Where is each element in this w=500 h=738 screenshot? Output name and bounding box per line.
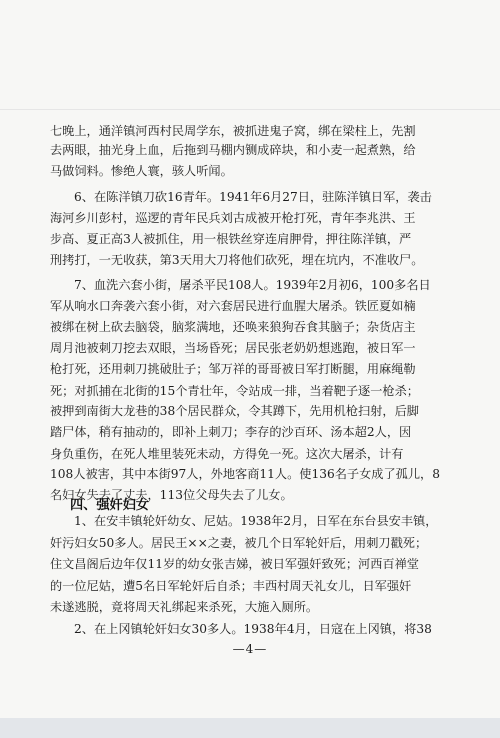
text-line: 的一位尼姑，遭5名日军轮奸后自杀；丰西村周天礼女儿，日军强奸 [50,579,412,593]
text-line: 被押到南街大龙巷的38个居民群众，令其蹲下，先用机枪扫射，后脚 [50,404,419,418]
text-line: 刑拷打，一无收获，第3天用大刀将他们砍死，埋在坑内，不准收尸。 [50,253,424,267]
page-number: —4— [232,642,268,656]
text-line: 108人被害，其中本街97人，外地客商11人。使136名子女成了孤儿，8 [50,467,440,481]
text-line: 死；对抓捕在北街的15个青壮年，令站成一排，当着靶子逐一枪杀； [50,384,419,398]
text-line: 6、在陈洋镇刀砍16青年。1941年6月27日，驻陈洋镇日军，袭击 [74,190,432,204]
text-line: 住文昌阁后边年仅11岁的幼女张吉娣，被日军强奸致死；河西百禅堂 [50,557,419,571]
section-heading: 四、强奸妇女 [70,498,150,513]
scan-edge-line [0,109,500,110]
text-line: 7、血洗六套小街，屠杀平民108人。1939年2月初6，100多名日 [74,278,431,292]
text-line: 踏尸体，稍有抽动的，即补上刺刀；李存的沙百环、汤本超2人，因 [50,425,412,439]
text-line: 步高、夏正高3人被抓住，用一根铁丝穿连肩胛骨，押往陈洋镇，严 [50,232,412,246]
text-line: 1、在安丰镇轮奸幼女、尼姑。1938年2月，日军在东台县安丰镇， [74,514,438,528]
text-line: 七晚上，通洋镇河西村民周学东，被抓进鬼子窝，绑在梁柱上，先割 [50,124,416,138]
text-line: 海河乡川彭村，巡逻的青年民兵刘古成被开枪打死，青年李兆洪、王 [50,211,416,225]
text-line: 去两眼，抽光身上血，后拖到马棚内铡成碎块，和小麦一起煮熟，给 [50,143,416,157]
text-line: 2、在上冈镇轮奸妇女30多人。1938年4月，日寇在上冈镇，将38 [74,622,432,636]
text-line: 被绑在树上砍去脑袋，脑浆满地，还唤来狼狗吞食其脑子；杂货店主 [50,320,416,334]
text-line: 名妇女失去了丈夫，113位父母失去了儿女。 [50,488,293,502]
text-line: 枪打死，还用刺刀挑破肚子；邹万祥的哥哥被日军打断腿，用麻绳勒 [50,362,416,376]
text-line: 马做饲料。惨绝人寰，骇人听闻。 [50,164,233,178]
text-line: 奸污妇女50多人。居民王××之妻，被几个日军轮奸后，用刺刀戳死； [50,536,428,550]
text-line: 军从响水口奔袭六套小街，对六套居民进行血腥大屠杀。铁匠夏如楠 [50,299,416,313]
text-line: 未遂逃脱，竟将周天礼绑起来杀死，大施入厕所。 [50,600,319,614]
scan-bottom-band [0,718,500,738]
text-line: 周月池被刺刀挖去双眼，当场昏死；居民张老奶奶想逃跑，被日军一 [50,341,416,355]
text-line: 身负重伤，在死人堆里装死未动，方得免一死。这次大屠杀，计有 [50,447,404,461]
